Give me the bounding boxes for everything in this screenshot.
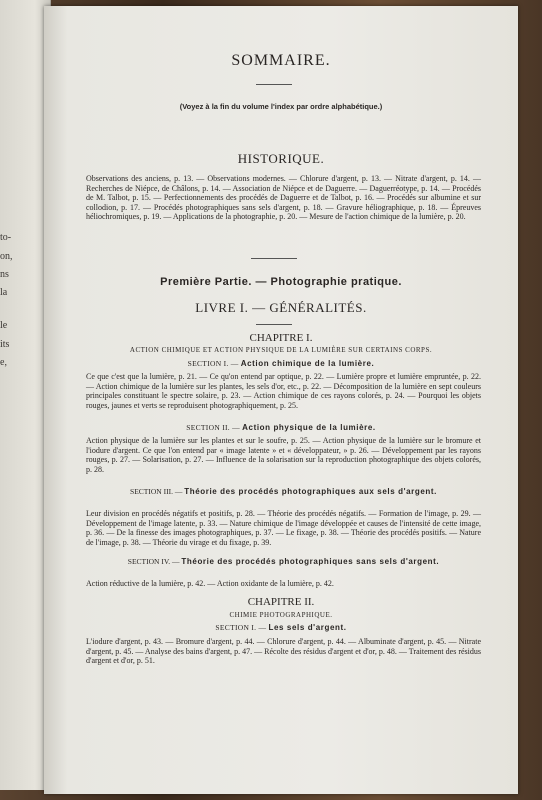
divider bbox=[256, 324, 292, 325]
book-page bbox=[44, 6, 518, 794]
index-note: (Voyez à la fin du volume l'index par ordre alphabétique.) bbox=[179, 102, 383, 111]
section-label: SECTION I. — bbox=[187, 359, 239, 368]
divider bbox=[251, 258, 297, 259]
section3-text: Leur division en procédés négatifs et positifs, p. 28. — Théorie des procédés négatifs. — Formation de l'image, p. 29. — Développement de l'image latente, p. 33. — Nature chimique de l'image développée et causes de l'intensité de cette image, p. 36. — De la finesse des images photographiques, p. 37. — Le fixage, p. 38. — Théorie des procédés positifs. — Nature de l'image, p. 38. — Théorie du virage et du fixage, p. 39. bbox=[86, 509, 481, 547]
historique-heading: HISTORIQUE. bbox=[237, 151, 325, 166]
section1-text: Ce que c'est que la lumière, p. 21. — Ce qu'on entend par optique, p. 22. — Lumière propre et lumière empruntée, p. 22. — Action chimique de la lumière sur les plantes, les sels d'or, etc., p. 22. — Décomposition de la lumière en sept couleurs principales constituant le spectre solaire, p. 23. — Action chimique de ces rayons colorés, p. 24. — Pourquoi les objets rouges, jaunes et verts se reproduisent photographiquement, p. 25. bbox=[86, 372, 481, 410]
section-title: Action chimique de la lumière. bbox=[240, 359, 375, 368]
left-page-fragment: ns bbox=[0, 269, 9, 280]
section-title: Théorie des procédés photographiques sans sels d'argent. bbox=[181, 557, 440, 566]
section2-heading bbox=[44, 423, 518, 432]
partie-heading: Première Partie. — Photographie pratique. bbox=[160, 276, 402, 288]
divider bbox=[256, 84, 292, 85]
section-label: SECTION III. — bbox=[130, 487, 183, 496]
section3-heading bbox=[86, 487, 481, 497]
section-title: Les sels d'argent. bbox=[268, 623, 347, 632]
page-title: SOMMAIRE. bbox=[231, 52, 331, 69]
chapitre2-section-heading bbox=[44, 623, 518, 632]
section-label: SECTION IV. — bbox=[127, 557, 180, 566]
section-title: Action physique de la lumière. bbox=[242, 423, 376, 432]
section2-text: Action physique de la lumière sur les plantes et sur le soufre, p. 25. — Action physique de la lumière sur le bromure et l'iodure d'argent. Ce que l'on entend par « image latente » et « développateur, » p. 26. — Développement par les rayons rouges, p. 27. — Solarisation, p. 27. — Influence de la solarisation sur la reproduction photographique des objets colorés, p. 28. bbox=[86, 436, 481, 474]
left-page-fragment: on, bbox=[0, 251, 13, 262]
left-page-fragment: le bbox=[0, 320, 8, 331]
section4-heading bbox=[86, 557, 481, 567]
livre-heading: LIVRE I. — GÉNÉRALITÉS. bbox=[195, 300, 367, 315]
section-label: SECTION I. — bbox=[215, 623, 267, 632]
historique-text: Observations des anciens, p. 13. — Observations modernes. — Chlorure d'argent, p. 13. — Nitrate d'argent, p. 14. — Recherches de Niépce, de Châlons, p. 14. — Association de Niépce et de Daguerre. — Daguerréotype, p. 14. — Procédés de M. Talbot, p. 15. — Perfectionnements des procédés de Daguerre et de Talbot, p. 16. — Procédés sur albumine et sur collodion, p. 17. — Procédés photographiques sans sels d'argent, p. 18. — Gravure héliographique, p. 18. — Épreuves héliochromiques, p. 19. — Applications de la photographie, p. 20. — Mesure de l'action chimique de la lumière, p. 20. bbox=[86, 174, 481, 222]
section1-heading bbox=[44, 359, 518, 368]
left-page-fragment: its bbox=[0, 339, 10, 350]
chapitre1-subtitle: ACTION CHIMIQUE ET ACTION PHYSIQUE DE LA LUMIÈRE SUR CERTAINS CORPS. bbox=[129, 346, 433, 354]
section4-text: Action réductive de la lumière, p. 42. — Action oxidante de la lumière, p. 42. bbox=[86, 579, 334, 588]
chapitre2-heading: CHAPITRE II. bbox=[247, 596, 315, 608]
chapitre2-subtitle: CHIMIE PHOTOGRAPHIQUE. bbox=[229, 611, 333, 619]
left-page-fragment: to- bbox=[0, 232, 12, 243]
left-page-fragment: la bbox=[0, 287, 8, 298]
chapitre1-heading: CHAPITRE I. bbox=[249, 332, 313, 344]
chapitre2-text: L'iodure d'argent, p. 43. — Bromure d'argent, p. 44. — Chlorure d'argent, p. 44. — Albuminate d'argent, p. 45. — Nitrate d'argent, p. 45. — Analyse des bains d'argent, p. 47. — Récolte des résidus d'argent et d'or, p. 48. — Traitement des résidus d'argent et d'or, p. 51. bbox=[86, 637, 481, 666]
section-title: Théorie des procédés photographiques aux sels d'argent. bbox=[184, 487, 437, 496]
left-page-fragment: e, bbox=[0, 357, 7, 368]
section-label: SECTION II. — bbox=[186, 423, 240, 432]
